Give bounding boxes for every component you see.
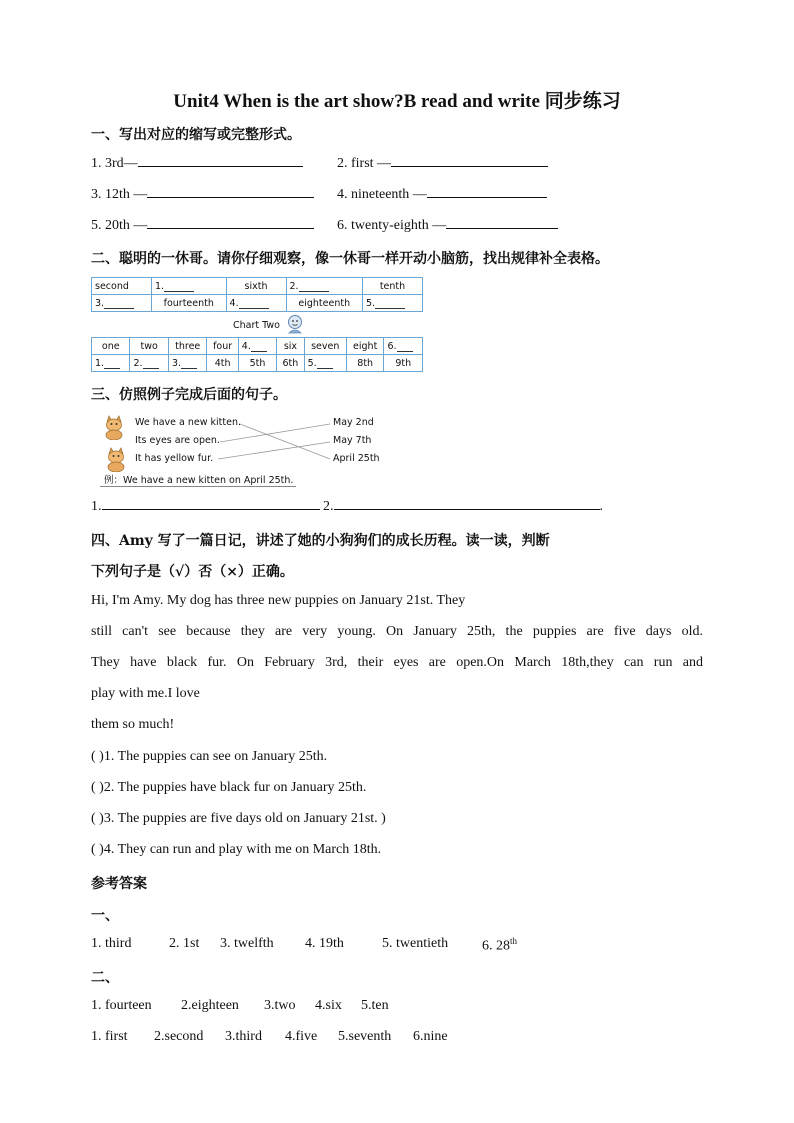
section4-heading-line1: 四、Amy 写了一篇日记，讲述了她的小狗狗们的成长历程。读一读，判断 [91, 533, 550, 549]
chart-one-cell[interactable]: 5. [362, 295, 422, 312]
section3-heading: 三、仿照例子完成后面的句子。 [91, 387, 287, 403]
s1-item-1 [91, 156, 303, 172]
answer-item-6: 6. 28th [482, 936, 518, 954]
chart-two-cell: 6th [277, 355, 304, 372]
s1-item-6 [337, 218, 558, 234]
chart-two-cell: 4th [207, 355, 238, 372]
judge-question-4[interactable]: ( )4. They can run and play with me on March 18th. [91, 842, 382, 857]
chart-two-cell[interactable]: 6. [384, 338, 423, 355]
answer-item: 4. 19th [305, 936, 344, 951]
chart-two-cell: 5th [238, 355, 276, 372]
answer-item: 4.five [285, 1029, 318, 1044]
ikkyu-icon [286, 314, 304, 334]
chart-one-cell: eighteenth [286, 295, 362, 312]
answer-item: 1. fourteen [91, 998, 152, 1013]
chart-two-cell: six [277, 338, 304, 355]
chart-one [91, 277, 423, 312]
match-right-1[interactable]: May 2nd [333, 417, 374, 428]
answer-item: 4.six [315, 998, 342, 1013]
s1-item-4-label: 4. nineteenth — [337, 187, 427, 202]
match-left-1[interactable]: We have a new kitten. [135, 417, 242, 428]
chart-two-cell[interactable]: 1. [92, 355, 130, 372]
chart-two-cell[interactable]: 3. [168, 355, 207, 372]
superscript: th [510, 936, 518, 946]
passage-line: them so much! [91, 717, 175, 732]
answer-item: 3. twelfth [220, 936, 274, 951]
judge-question-1[interactable]: ( )1. The puppies can see on January 25th. [91, 749, 328, 764]
answer-item: 5.ten [361, 998, 389, 1013]
match-right-3[interactable]: April 25th [333, 453, 380, 464]
s3-answers [91, 499, 603, 515]
s1-item-4 [337, 187, 547, 203]
s1-item-1-label: 1. 3rd— [91, 156, 138, 171]
section1-heading: 一、写出对应的缩写或完整形式。 [91, 127, 301, 143]
s1-item-6-label: 6. twenty-eighth — [337, 218, 447, 233]
chart-one-cell: fourteenth [151, 295, 226, 312]
answer-item: 3.third [225, 1029, 262, 1044]
answer-item: 1. first [91, 1029, 128, 1044]
match-left-2[interactable]: Its eyes are open. [135, 435, 220, 446]
passage-line: still can't see because they are very young. On January 25th, the puppies are five days old. [91, 624, 703, 639]
chart-two-cell: eight [346, 338, 384, 355]
answer-item: 6.nine [413, 1029, 448, 1044]
answer-line[interactable] [102, 508, 320, 510]
answer-line[interactable] [334, 508, 600, 510]
chart-one-cell[interactable]: 4. [226, 295, 286, 312]
chart-two-cell[interactable]: 2. [130, 355, 168, 372]
s1-item-5-label: 5. 20th — [91, 218, 148, 233]
s3-answer-2-label: 2. [323, 499, 334, 514]
match-right-2[interactable]: May 7th [333, 435, 372, 446]
chart-two-cell: two [130, 338, 168, 355]
chart-two-cell: seven [304, 338, 346, 355]
chart-one-cell: sixth [226, 278, 286, 295]
s1-item-2 [337, 156, 548, 172]
passage-line: Hi, I'm Amy. My dog has three new puppies on January 21st. They [91, 593, 466, 608]
judge-question-2[interactable]: ( )2. The puppies have black fur on January 25th. [91, 780, 367, 795]
answer-item: 5. twentieth [382, 936, 449, 951]
passage-line: They have black fur. On February 3rd, their eyes are open.On March 18th,they can run and [91, 655, 703, 670]
answer-line[interactable] [446, 227, 558, 229]
chart-one-cell[interactable]: 2. [286, 278, 362, 295]
answer-line[interactable] [427, 196, 547, 198]
chart-one-cell: tenth [362, 278, 422, 295]
match-example: 例：We have a new kitten on April 25th. [104, 475, 294, 486]
section4-heading-line2: 下列句子是（√）否（×）正确。 [91, 564, 294, 580]
section2-heading: 二、聪明的一休哥。请你仔细观察，像一休哥一样开动小脑筋，找出规律补全表格。 [91, 251, 609, 267]
answer-line[interactable] [391, 165, 548, 167]
chart-two-cell[interactable]: 5. [304, 355, 346, 372]
example-underline [100, 486, 296, 487]
answers-heading: 参考答案 [91, 876, 147, 892]
s3-period: . [599, 499, 603, 514]
chart-two-cell: four [207, 338, 238, 355]
answer-item: 2. 1st [169, 936, 200, 951]
answer-item: 5.seventh [338, 1029, 392, 1044]
chart-two-cell: 8th [346, 355, 384, 372]
chart-one-cell: second [92, 278, 152, 295]
s1-item-5 [91, 218, 314, 234]
answers-part2-label: 二、 [91, 970, 119, 986]
chart-one-cell[interactable]: 1. [151, 278, 226, 295]
chart-two-cell: 9th [384, 355, 423, 372]
answer-line[interactable] [147, 227, 314, 229]
s1-item-2-label: 2. first — [337, 156, 392, 171]
chart-two-cell[interactable]: 4. [238, 338, 276, 355]
passage-line: play with me.I love [91, 686, 200, 701]
matching-exercise [100, 412, 390, 498]
page-title: Unit4 When is the art show?B read and write 同步练习 [173, 91, 621, 112]
answer-item: 3.two [264, 998, 296, 1013]
match-left-3[interactable]: It has yellow fur. [135, 453, 214, 464]
answer-line[interactable] [147, 196, 314, 198]
chart-two-cell: one [92, 338, 130, 355]
answer-item: 2.second [154, 1029, 204, 1044]
chart-two-cell: three [168, 338, 207, 355]
answer-item: 1. third [91, 936, 132, 951]
answers-part1-label: 一、 [91, 908, 119, 924]
s3-answer-1-label: 1. [91, 499, 102, 514]
s1-item-3 [91, 187, 314, 203]
judge-question-3[interactable]: ( )3. The puppies are five days old on January 21st. ) [91, 811, 386, 826]
answer-line[interactable] [138, 165, 303, 167]
s1-item-3-label: 3. 12th — [91, 187, 148, 202]
chart-two-label: Chart Two [233, 320, 280, 331]
chart-one-cell[interactable]: 3. [92, 295, 152, 312]
match-lines [100, 412, 390, 472]
chart-two [91, 337, 423, 372]
answer-item: 2.eighteen [181, 998, 239, 1013]
